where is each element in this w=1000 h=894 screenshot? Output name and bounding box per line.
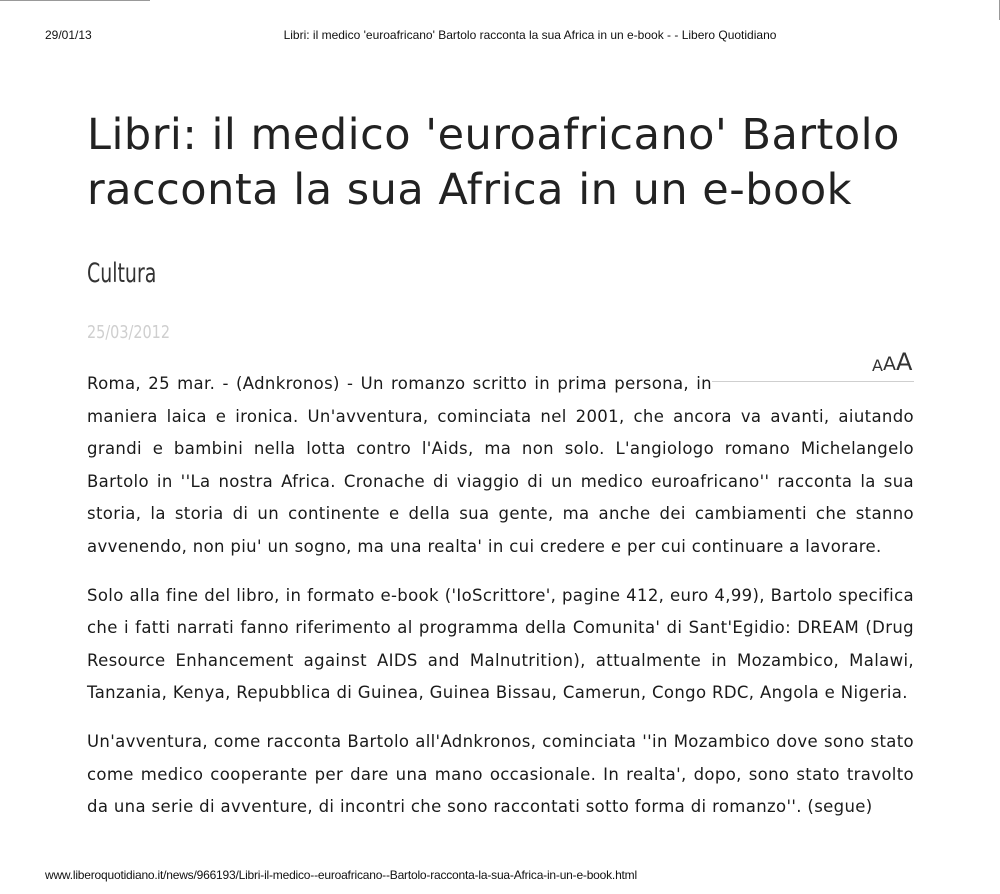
font-size-large-button[interactable]: A <box>895 348 913 376</box>
article-headline: Libri: il medico 'euroafricano' Bartolo racconta la sua Africa in un e-book <box>87 110 900 215</box>
print-page-title: Libri: il medico 'euroafricano' Bartolo racconta la sua Africa in un e-book - - Libero Quotidiano <box>283 28 777 42</box>
print-footer-url[interactable]: www.liberoquotidiano.it/news/966193/Libri-il-medico--euroafricano--Bartolo-racconta-la-sua-Africa-in-un-e-book.html <box>45 868 637 882</box>
paragraph-first-line: Roma, 25 mar. - (Adnkronos) - Un romanzo scritto in prima persona, in <box>87 374 712 393</box>
print-date: 29/01/13 <box>45 28 92 42</box>
article-paragraph <box>87 368 914 564</box>
article-paragraph: Un'avventura, come racconta Bartolo all'Adnkronos, cominciata ''in Mozambico dove sono stato come medico cooperante per dare una mano occasionale. In realta', dopo, sono stato travolto da una serie di avventure, di incontri che sono raccontati sotto forma di romanzo''. (segue) <box>87 731 914 817</box>
article-body <box>87 368 914 840</box>
article-paragraph: Solo alla fine del libro, in formato e-book ('IoScrittore', pagine 412, euro 4,99), Bartolo specifica che i fatti narrati fanno riferimento al programma della Comunita' di Sant'Egidio: DREAM (Drug Resource Enhancement against AIDS and Malnutrition), attualmente in Mozambico, Malawi, Tanzania, Kenya, Repubblica di Guinea, Guinea Bissau, Camerun, Congo RDC, Angola e Nigeria. <box>87 585 914 703</box>
page-edge-line <box>0 0 150 1</box>
article-section[interactable]: Cultura <box>87 258 157 289</box>
paragraph-text: maniera laica e ironica. Un'avventura, cominciata nel 2001, che ancora va avanti, aiutando grandi e bambini nella lotta contro l'Aids, ma non solo. L'angiologo romano Michelangelo Bartolo in ''La nostra Africa. Cronache di viaggio di un medico euroafricano'' racconta la sua storia, la storia di un continente e della sua gente, ma anche dei cambiamenti che stanno avvenendo, non piu' un sogno, ma una realta' in cui credere e per cui continuare a lavorare. <box>87 406 914 556</box>
font-size-small-button[interactable]: A <box>872 356 883 375</box>
font-size-medium-button[interactable]: A <box>882 353 896 375</box>
print-header <box>45 28 955 44</box>
article-date: 25/03/2012 <box>87 322 170 343</box>
